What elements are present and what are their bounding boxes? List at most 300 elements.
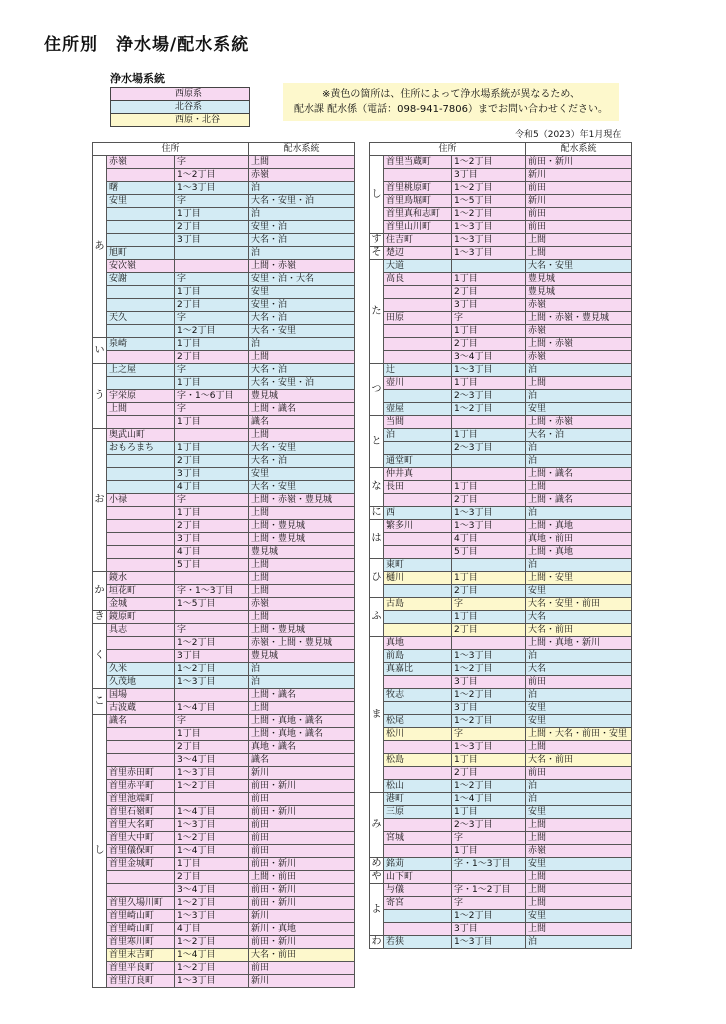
distribution-system: 大名・安里・泊 <box>249 377 355 390</box>
block-number: 1〜3丁目 <box>452 741 526 754</box>
kana-index: に <box>371 507 382 518</box>
town-name: 首里儀保町 <box>107 845 175 858</box>
distribution-system: 上間 <box>249 156 355 169</box>
distribution-system: 大名・泊 <box>526 429 632 442</box>
table-row <box>93 650 355 663</box>
table-row <box>370 793 632 806</box>
block-number: 2〜3丁目 <box>452 442 526 455</box>
town-name <box>107 728 175 741</box>
distribution-system: 安里・泊 <box>249 299 355 312</box>
block-number: 1〜2丁目 <box>452 689 526 702</box>
town-name <box>107 325 175 338</box>
table-row <box>93 559 355 572</box>
town-name: 首里寒川町 <box>107 936 175 949</box>
table-row <box>93 520 355 533</box>
table-row <box>93 429 355 442</box>
table-row <box>93 325 355 338</box>
table-row <box>93 819 355 832</box>
block-number: 3丁目 <box>452 923 526 936</box>
table-row <box>370 520 632 533</box>
town-name: 旭町 <box>107 247 175 260</box>
block-number: 1〜4丁目 <box>452 793 526 806</box>
table-row <box>370 624 632 637</box>
distribution-system: 前田 <box>526 221 632 234</box>
block-number: 1丁目 <box>452 572 526 585</box>
distribution-system: 上間・真地 <box>526 520 632 533</box>
distribution-system: 泊 <box>526 455 632 468</box>
distribution-system: 大名・泊 <box>249 234 355 247</box>
kana-index: ま <box>370 637 384 793</box>
town-name: 赤嶺 <box>107 156 175 169</box>
town-name: 田原 <box>384 312 452 325</box>
kana-index: ふ <box>370 598 384 637</box>
town-name: 首里大名町 <box>107 819 175 832</box>
distribution-system: 上間 <box>526 247 632 260</box>
town-name: 安里 <box>107 195 175 208</box>
block-number: 1〜2丁目 <box>452 403 526 416</box>
table-row <box>370 819 632 832</box>
distribution-system: 上間・豊見城 <box>249 520 355 533</box>
table-row <box>93 442 355 455</box>
notice-box <box>283 83 619 121</box>
table-row <box>370 416 632 429</box>
block-number: 2丁目 <box>175 520 249 533</box>
distribution-system: 赤嶺 <box>249 169 355 182</box>
distribution-system: 大名・前田 <box>526 624 632 637</box>
block-number <box>452 871 526 884</box>
block-number: 1丁目 <box>175 507 249 520</box>
town-name: 鏡水 <box>107 572 175 585</box>
table-row <box>370 650 632 663</box>
block-number: 1丁目 <box>452 845 526 858</box>
table-row <box>370 195 632 208</box>
distribution-system: 泊 <box>526 559 632 572</box>
block-number: 3丁目 <box>175 234 249 247</box>
block-number: 2丁目 <box>452 624 526 637</box>
block-number: 字・1〜6丁目 <box>175 390 249 403</box>
town-name <box>384 923 452 936</box>
table-row <box>93 767 355 780</box>
distribution-system: 赤嶺 <box>526 299 632 312</box>
town-name: 久茂地 <box>107 676 175 689</box>
town-name <box>107 559 175 572</box>
block-number: 2丁目 <box>175 871 249 884</box>
distribution-system: 上間 <box>249 351 355 364</box>
distribution-system: 前田・新川 <box>526 156 632 169</box>
table-row <box>93 208 355 221</box>
block-number: 字 <box>175 624 249 637</box>
distribution-system: 上間・大名・前田・安里 <box>526 728 632 741</box>
block-number: 字・1〜2丁目 <box>452 884 526 897</box>
town-name: 壺川 <box>384 377 452 390</box>
kana-index: い <box>93 338 107 364</box>
table-row <box>93 507 355 520</box>
town-name: 識名 <box>107 715 175 728</box>
town-name: 垣花町 <box>107 585 175 598</box>
distribution-system: 上間 <box>249 559 355 572</box>
town-name: 松山 <box>384 780 452 793</box>
table-row <box>370 572 632 585</box>
distribution-system: 前田 <box>526 767 632 780</box>
distribution-system: 上間 <box>526 741 632 754</box>
block-number: 1〜3丁目 <box>452 520 526 533</box>
distribution-system: 泊 <box>526 936 632 949</box>
town-name: 長田 <box>384 481 452 494</box>
kana-index: な <box>370 468 384 507</box>
distribution-system: 識名 <box>249 416 355 429</box>
table-row <box>93 975 355 988</box>
town-name: 奥武山町 <box>107 429 175 442</box>
kana-index: そ <box>371 247 382 258</box>
distribution-system: 泊 <box>249 663 355 676</box>
distribution-system: 上間 <box>526 832 632 845</box>
distribution-system: 上間・豊見城 <box>249 624 355 637</box>
table-row <box>93 741 355 754</box>
town-name: 通堂町 <box>384 455 452 468</box>
table-row <box>93 936 355 949</box>
kana-index: く <box>93 624 107 689</box>
table-row <box>370 845 632 858</box>
distribution-system: 泊 <box>249 208 355 221</box>
notice-line-2: 配水課 配水係（電話：098-941-7806）までお問い合わせください。 <box>293 104 609 115</box>
distribution-system: 大名・安里 <box>249 442 355 455</box>
distribution-system: 安里・泊・大名 <box>249 273 355 286</box>
block-number: 字 <box>175 364 249 377</box>
block-number: 1丁目 <box>175 338 249 351</box>
table-row <box>93 234 355 247</box>
distribution-system: 大名・泊 <box>249 455 355 468</box>
distribution-system: 前田 <box>526 676 632 689</box>
table-row <box>370 429 632 442</box>
distribution-system: 前田・新川 <box>249 858 355 871</box>
table-row <box>370 182 632 195</box>
distribution-system: 泊 <box>249 182 355 195</box>
table-row <box>370 390 632 403</box>
distribution-system: 大名・泊 <box>249 364 355 377</box>
distribution-system: 上間 <box>249 572 355 585</box>
town-name: 東町 <box>384 559 452 572</box>
table-row <box>370 156 632 169</box>
table-row <box>370 247 632 260</box>
town-name: 小禄 <box>107 494 175 507</box>
distribution-system: 上間 <box>249 507 355 520</box>
kana-index: す <box>371 234 382 245</box>
table-row <box>93 533 355 546</box>
town-name <box>384 390 452 403</box>
table-row <box>93 377 355 390</box>
town-name: 与儀 <box>384 884 452 897</box>
table-row <box>370 806 632 819</box>
kana-index: や <box>371 871 382 882</box>
table-row <box>93 221 355 234</box>
town-name: 上間 <box>107 403 175 416</box>
table-row <box>93 884 355 897</box>
town-name <box>384 338 452 351</box>
table-row <box>93 754 355 767</box>
block-number: 1丁目 <box>175 377 249 390</box>
block-number: 2丁目 <box>175 299 249 312</box>
table-row <box>93 871 355 884</box>
distribution-system: 大名・安里 <box>249 481 355 494</box>
table-row <box>93 468 355 481</box>
table-row <box>370 481 632 494</box>
town-name <box>384 702 452 715</box>
town-name <box>107 520 175 533</box>
table-row <box>370 234 632 247</box>
town-name: 銘苅 <box>384 858 452 871</box>
block-number: 1〜2丁目 <box>175 962 249 975</box>
distribution-system: 安里 <box>526 910 632 923</box>
block-number <box>452 559 526 572</box>
block-number: 1〜4丁目 <box>175 806 249 819</box>
table-row <box>370 832 632 845</box>
table-row <box>370 637 632 650</box>
town-name: 首里金城町 <box>107 858 175 871</box>
block-number <box>452 455 526 468</box>
block-number: 3丁目 <box>452 676 526 689</box>
town-name: 楚辺 <box>384 247 452 260</box>
kana-index: あ <box>93 156 107 338</box>
block-number: 1〜2丁目 <box>452 156 526 169</box>
block-number: 1〜3丁目 <box>452 936 526 949</box>
town-name <box>384 910 452 923</box>
block-number: 字 <box>175 195 249 208</box>
kana-index: か <box>93 572 107 611</box>
town-name <box>384 286 452 299</box>
town-name <box>107 455 175 468</box>
kana-index: し <box>370 156 384 234</box>
block-number: 1〜2丁目 <box>175 780 249 793</box>
distribution-system: 新川 <box>249 767 355 780</box>
town-name: 首里平良町 <box>107 962 175 975</box>
table-row <box>93 858 355 871</box>
distribution-system: 前田・新川 <box>249 936 355 949</box>
distribution-system: 安里 <box>526 403 632 416</box>
town-name: 泊 <box>384 429 452 442</box>
block-number <box>175 429 249 442</box>
distribution-system: 前田 <box>526 208 632 221</box>
kana-index: は <box>370 520 384 559</box>
town-name <box>107 507 175 520</box>
block-number: 字・1〜3丁目 <box>452 858 526 871</box>
block-number: 1丁目 <box>452 325 526 338</box>
town-name: 古波蔵 <box>107 702 175 715</box>
distribution-system: 上間・真地・識名 <box>249 728 355 741</box>
town-name: 首里汀良町 <box>107 975 175 988</box>
table-row <box>370 468 632 481</box>
town-name <box>107 871 175 884</box>
distribution-system: 安里 <box>526 715 632 728</box>
town-name: おもろまち <box>107 442 175 455</box>
table-row <box>93 494 355 507</box>
table-row <box>370 455 632 468</box>
kana-index: つ <box>370 364 384 416</box>
distribution-system: 前田 <box>249 962 355 975</box>
legend-item-nishihara: 西原系 <box>111 88 250 101</box>
distribution-system: 大名 <box>526 611 632 624</box>
table-row <box>370 767 632 780</box>
town-name: 曙 <box>107 182 175 195</box>
block-number: 字 <box>452 832 526 845</box>
town-name: 安次嶺 <box>107 260 175 273</box>
town-name: 寄宮 <box>384 897 452 910</box>
town-name: 首里池端町 <box>107 793 175 806</box>
town-name: 首里鳥堀町 <box>384 195 452 208</box>
block-number: 1〜3丁目 <box>175 676 249 689</box>
distribution-system: 上間 <box>526 923 632 936</box>
kana-index: き <box>94 611 105 622</box>
block-number: 字 <box>175 156 249 169</box>
town-name: 首里石嶺町 <box>107 806 175 819</box>
table-row <box>93 676 355 689</box>
town-name: 高良 <box>384 273 452 286</box>
header-row <box>370 143 632 156</box>
table-row <box>93 351 355 364</box>
town-name: 三原 <box>384 806 452 819</box>
distribution-system: 上間・識名 <box>249 403 355 416</box>
town-name <box>384 585 452 598</box>
distribution-system: 安里 <box>526 702 632 715</box>
block-number <box>452 468 526 481</box>
distribution-system: 安里 <box>526 806 632 819</box>
table-row <box>370 507 632 520</box>
distribution-system: 豊見城 <box>249 546 355 559</box>
distribution-system: 泊 <box>249 338 355 351</box>
distribution-system: 泊 <box>526 650 632 663</box>
table-row <box>370 299 632 312</box>
table-row <box>93 962 355 975</box>
distribution-system: 豊見城 <box>249 650 355 663</box>
block-number: 1丁目 <box>452 481 526 494</box>
block-number: 字・1〜3丁目 <box>175 585 249 598</box>
town-name: 鏡原町 <box>107 611 175 624</box>
block-number: 5丁目 <box>175 559 249 572</box>
town-name <box>107 884 175 897</box>
table-row <box>93 195 355 208</box>
block-number: 3丁目 <box>452 169 526 182</box>
block-number: 字 <box>175 273 249 286</box>
distribution-system: 大名 <box>526 663 632 676</box>
town-name: 首里末吉町 <box>107 949 175 962</box>
header-row <box>93 143 355 156</box>
distribution-system: 前田・新川 <box>249 884 355 897</box>
block-number <box>175 572 249 585</box>
legend <box>110 87 250 127</box>
town-name <box>384 351 452 364</box>
distribution-system: 上間 <box>526 234 632 247</box>
distribution-system: 上間 <box>526 884 632 897</box>
town-name: 首里赤田町 <box>107 767 175 780</box>
distribution-system: 前田・新川 <box>249 780 355 793</box>
town-name <box>107 546 175 559</box>
distribution-system: 上間・識名 <box>249 689 355 702</box>
town-name <box>384 741 452 754</box>
distribution-system: 前田 <box>526 182 632 195</box>
town-name <box>384 819 452 832</box>
table-row <box>370 741 632 754</box>
table-row <box>370 676 632 689</box>
block-number: 1〜3丁目 <box>175 819 249 832</box>
distribution-system: 安里・泊 <box>249 221 355 234</box>
table-row <box>93 780 355 793</box>
block-number: 4丁目 <box>175 923 249 936</box>
distribution-system: 赤嶺 <box>249 598 355 611</box>
town-name: 首里桃原町 <box>384 182 452 195</box>
distribution-system: 上間 <box>526 377 632 390</box>
table-row <box>93 715 355 728</box>
block-number: 3〜4丁目 <box>452 351 526 364</box>
distribution-system: 上間・安里 <box>526 572 632 585</box>
block-number: 1〜2丁目 <box>452 663 526 676</box>
distribution-system: 泊 <box>526 689 632 702</box>
block-number: 1丁目 <box>452 806 526 819</box>
address-table-left <box>92 142 355 988</box>
table-row <box>370 728 632 741</box>
as-of-date: 令和5（2023）年1月現在 <box>515 130 622 140</box>
distribution-system: 豊見城 <box>526 286 632 299</box>
table-row <box>370 494 632 507</box>
distribution-system: 上間・真地・新川 <box>526 637 632 650</box>
table-row <box>370 221 632 234</box>
distribution-system: 前田・新川 <box>249 806 355 819</box>
town-name: 港町 <box>384 793 452 806</box>
town-name: 松川 <box>384 728 452 741</box>
block-number: 1〜2丁目 <box>452 910 526 923</box>
block-number: 1〜3丁目 <box>452 650 526 663</box>
legend-title: 浄水場系統 <box>110 72 165 85</box>
legend-item-both: 西原・北谷 <box>111 114 250 127</box>
block-number: 字 <box>452 598 526 611</box>
distribution-system: 豊見城 <box>526 273 632 286</box>
kana-index: よ <box>370 884 384 936</box>
distribution-system: 泊 <box>526 780 632 793</box>
block-number: 1丁目 <box>452 377 526 390</box>
town-name: 若狭 <box>384 936 452 949</box>
table-row <box>93 312 355 325</box>
distribution-system: 安里 <box>526 858 632 871</box>
table-row <box>93 845 355 858</box>
table-row <box>93 806 355 819</box>
header-address: 住所 <box>93 143 249 156</box>
block-number: 1〜3丁目 <box>175 182 249 195</box>
distribution-system: 前田・新川 <box>249 897 355 910</box>
distribution-system: 前田 <box>249 819 355 832</box>
block-number: 1丁目 <box>452 754 526 767</box>
block-number: 1丁目 <box>175 728 249 741</box>
distribution-system: 前田 <box>249 793 355 806</box>
distribution-system: 赤嶺 <box>526 325 632 338</box>
block-number: 2〜3丁目 <box>452 819 526 832</box>
table-row <box>370 442 632 455</box>
distribution-system: 上間 <box>526 897 632 910</box>
block-number: 1〜3丁目 <box>452 247 526 260</box>
town-name <box>107 741 175 754</box>
distribution-system: 上間・真地 <box>526 546 632 559</box>
town-name: 国場 <box>107 689 175 702</box>
block-number: 3丁目 <box>175 533 249 546</box>
table-row <box>370 598 632 611</box>
town-name: 天久 <box>107 312 175 325</box>
town-name <box>107 234 175 247</box>
block-number: 1〜4丁目 <box>175 702 249 715</box>
block-number: 3〜4丁目 <box>175 884 249 897</box>
table-row <box>370 611 632 624</box>
table-row <box>370 780 632 793</box>
kana-index: み <box>370 793 384 858</box>
block-number: 字 <box>175 494 249 507</box>
table-row <box>93 299 355 312</box>
block-number: 1〜2丁目 <box>452 715 526 728</box>
